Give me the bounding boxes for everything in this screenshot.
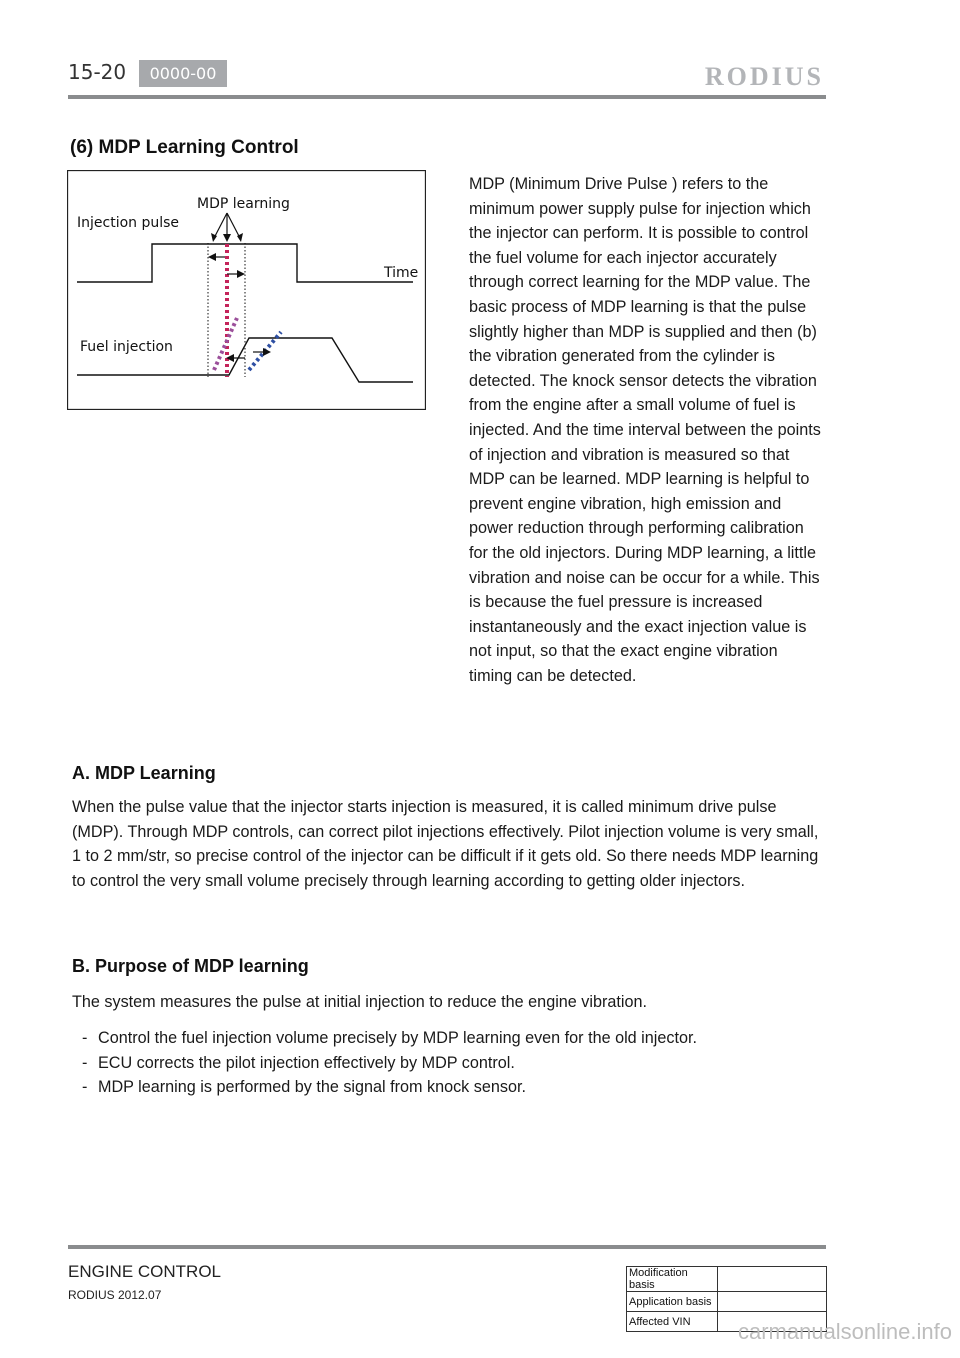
brand-logo [640, 60, 824, 90]
revision-label: Application basis [627, 1292, 718, 1312]
description-line: is because the fuel pressure is increased [469, 593, 763, 612]
bullet-item [72, 1075, 832, 1100]
page-number: 15-20 [68, 60, 127, 84]
revision-label: Affected VIN [627, 1312, 718, 1332]
revision-value [718, 1292, 827, 1312]
bullet-dash: - [82, 1029, 88, 1047]
section-b-bullet-list [72, 1026, 832, 1100]
description-line: slightly higher than MDP is supplied and then (b) [469, 322, 817, 341]
section-a-body [72, 795, 832, 893]
bullet-text: MDP learning is performed by the signal from knock sensor. [98, 1078, 526, 1097]
description-line: the vibration generated from the cylinder is [469, 347, 775, 366]
mdp-learning-label: MDP learning [197, 196, 290, 212]
description-line: vibration and noise can be occur for a while. This [469, 568, 820, 587]
footer-doc-id: RODIUS 2012.07 [68, 1288, 162, 1302]
bullet-item [72, 1026, 832, 1051]
time-label: Time [384, 265, 419, 281]
description-line: the injector can perform. It is possible to control [469, 224, 809, 243]
revision-label: Modification basis [627, 1267, 718, 1292]
description-line: of injection and vibration is measured so that [469, 445, 790, 464]
description-line: for the old injectors. During MDP learning, a little [469, 543, 816, 562]
injection-pulse-label: Injection pulse [77, 215, 180, 231]
section-title: (6) MDP Learning Control [70, 137, 299, 158]
description-line: detected. The knock sensor detects the vibration [469, 371, 817, 390]
description-line: power reduction through performing calibration [469, 519, 804, 538]
description-line: MDP (Minimum Drive Pulse ) refers to the [469, 175, 769, 193]
header-divider [68, 95, 826, 99]
description-line: timing can be detected. [469, 666, 637, 685]
description-line: instantaneously and the exact injection value is [469, 617, 807, 636]
revision-row [627, 1292, 827, 1312]
section-b-intro: The system measures the pulse at initial injection to reduce the engine vibration. [72, 993, 647, 1011]
section-a-line: to control the very small volume precisely through learning according to getting older injectors. [72, 871, 746, 890]
description-line: minimum power supply pulse for injection which [469, 199, 811, 218]
description-line: injected. And the time interval between the points [469, 420, 821, 439]
footer-divider [68, 1245, 826, 1249]
footer-section-name: ENGINE CONTROL [68, 1262, 222, 1281]
bullet-dash: - [82, 1078, 88, 1097]
description-line: the fuel volume for each injector accurately [469, 248, 777, 267]
description-line: MDP can be learned. MDP learning is helpful to [469, 470, 810, 489]
section-code-badge: 0000-00 [139, 60, 227, 87]
revision-value [718, 1267, 827, 1292]
mdp-description [469, 172, 829, 688]
description-line: through correct learning for the MDP value. The [469, 273, 811, 292]
section-a-title: A. MDP Learning [72, 763, 216, 783]
description-line: not input, so that the exact engine vibration [469, 642, 778, 661]
description-line: prevent engine vibration, high emission and [469, 494, 782, 513]
description-line: from the engine after a small volume of fuel is [469, 396, 796, 415]
revision-row [627, 1267, 827, 1292]
section-a-line: (MDP). Through MDP controls, can correct pilot injections effectively. Pilot injection volume is very small, [72, 822, 819, 841]
watermark: carmanualsonline.info [737, 1319, 952, 1344]
bullet-text: Control the fuel injection volume precisely by MDP learning even for the old injector. [98, 1029, 697, 1047]
bullet-dash: - [82, 1053, 88, 1072]
brand-logo-text: RODIUS [704, 62, 824, 90]
description-line: basic process of MDP learning is that the pulse [469, 297, 807, 316]
section-a-line: 1 to 2 mm/str, so precise control of the injector can be difficult if it gets old. So there needs MDP learning [72, 847, 819, 866]
bullet-text: ECU corrects the pilot injection effectively by MDP control. [98, 1053, 515, 1072]
mdp-learning-diagram [67, 170, 426, 410]
section-a-line: When the pulse value that the injector starts injection is measured, it is called minimum drive pulse [72, 798, 777, 816]
section-b-title: B. Purpose of MDP learning [72, 956, 309, 976]
bullet-item [72, 1051, 832, 1076]
fuel-injection-label: Fuel injection [80, 339, 173, 355]
